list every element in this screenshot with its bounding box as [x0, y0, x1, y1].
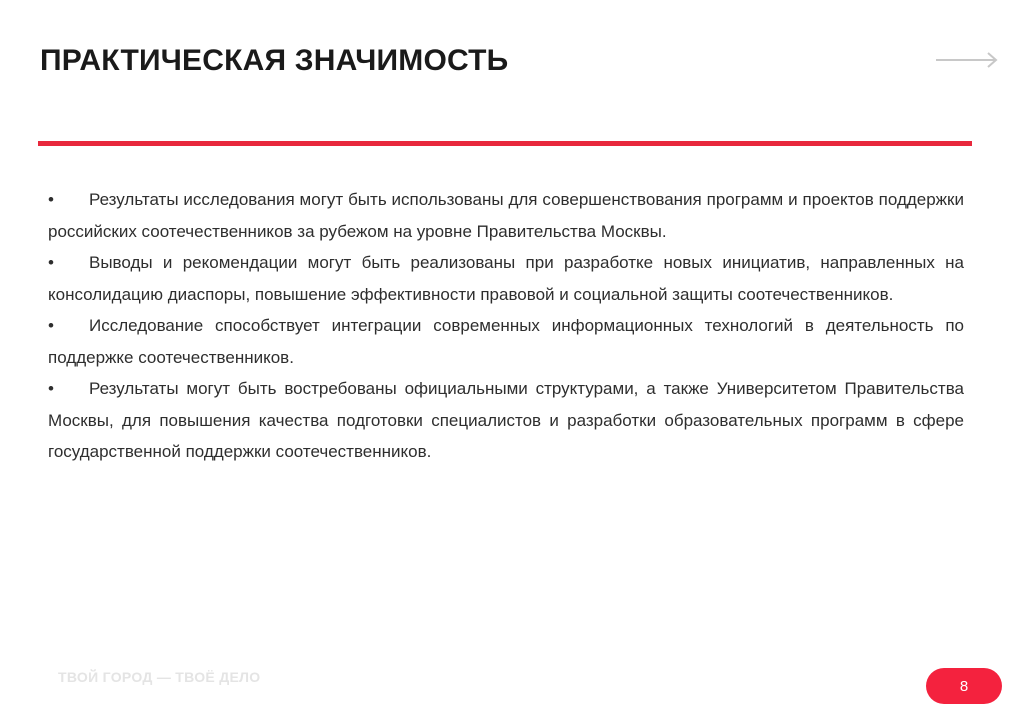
footer-slogan: ТВОЙ ГОРОД — ТВОЁ ДЕЛО [58, 669, 261, 685]
list-item [48, 310, 964, 373]
bullet-text: Исследование способствует интеграции современных информационных технологий в деятельность по поддержке соотечественников. [48, 316, 964, 367]
list-item [48, 247, 964, 310]
page-number-badge [926, 668, 1002, 704]
title-divider [38, 141, 972, 146]
bullet-text: Выводы и рекомендации могут быть реализованы при разработке новых инициатив, направленных на консолидацию диаспоры, повышение эффективности правовой и социальной защиты соотечественников. [48, 253, 964, 304]
arrow-right-icon[interactable] [934, 50, 1000, 70]
bullet-mark: • [48, 316, 54, 335]
bullet-list [48, 184, 964, 468]
bullet-text: Результаты исследования могут быть использованы для совершенствования программ и проектов поддержки российских соотечественников за рубежом на уровне Правительства Москвы. [48, 190, 964, 241]
bullet-mark: • [48, 253, 54, 272]
bullet-mark: • [48, 379, 54, 398]
slide-title: ПРАКТИЧЕСКАЯ ЗНАЧИМОСТЬ [40, 44, 509, 77]
bullet-text: Результаты могут быть востребованы официальными структурами, а также Университетом Правительства Москвы, для повышения качества подготовки специалистов и разработки образовательных программ в сфере государственной поддержки соотечественников. [48, 379, 964, 461]
bullet-mark: • [48, 190, 54, 209]
page-number: 8 [959, 677, 969, 695]
list-item [48, 373, 964, 468]
list-item [48, 184, 964, 247]
